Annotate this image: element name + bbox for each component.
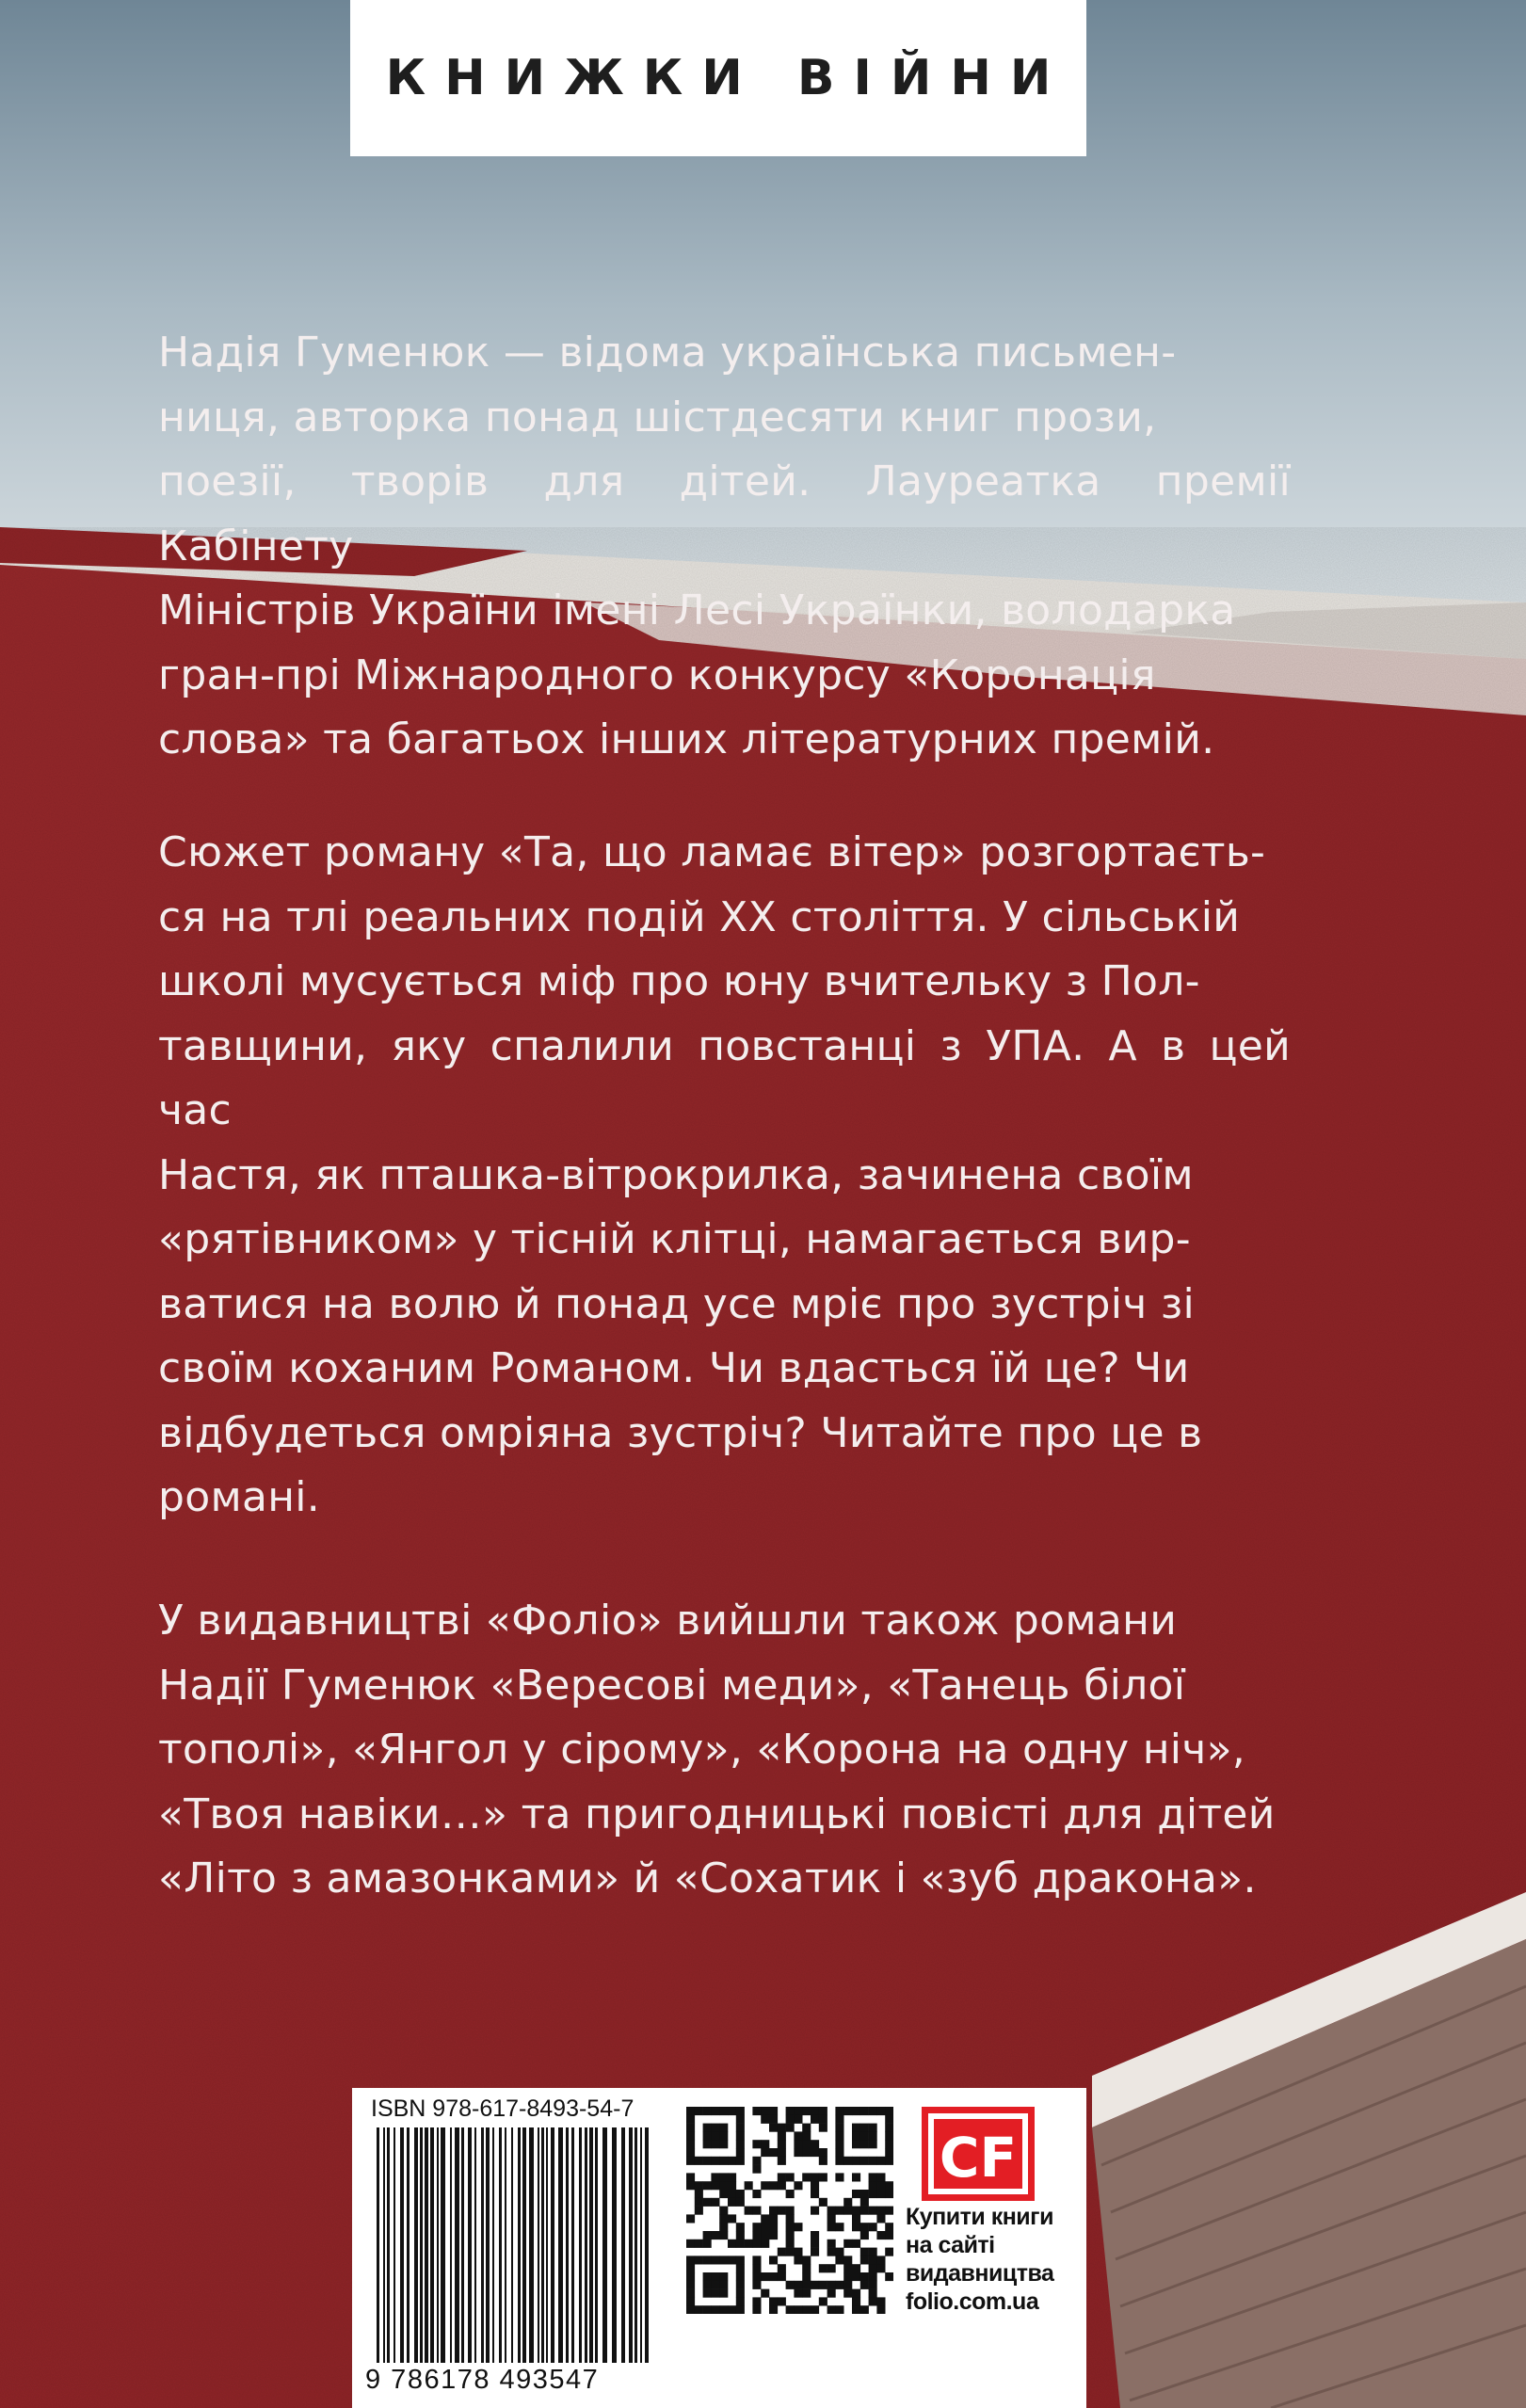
isbn-digits: 9 786178 493547 [365,2365,600,2395]
publisher-logo-text: CF [939,2126,1018,2190]
plot-summary-paragraph: Сюжет роману «Та, що ламає вітер» розгортаєть- ся на тлі реальних подій XX століття. У сільській школі мусується міф про юну вчительку з Пол- тавщини, яку спалили повстанці з УПА. А в цей час Настя, як пташка-вітрокрилка, зачинена своїм «рятівником» у тісній клітці, намагається вир- ватися на волю й понад усе мріє про зустріч зі своїм коханим Романом. Чи вдасться їй це? Чи відбудеться омріяна зустріч? Читайте про це в романі. [158,828,1291,1521]
other-works-paragraph: У видавництві «Фоліо» вийшли також романи Надії Гуменюк «Вересові меди», «Танець білої тополі», «Янгол у сірому», «Корона на одну ніч», «Твоя навіки…» та пригодницькі повісті для дітей «Літо з амазонками» й «Сохатик і «зуб дракона». [158,1597,1276,1902]
barcode-icon [373,2127,655,2363]
publisher-logo [922,2107,1035,2201]
series-banner [350,0,1086,156]
isbn-label: ISBN 978-617-8493-54-7 [371,2095,634,2122]
isbn-panel [352,2088,1086,2408]
qr-code-icon[interactable] [686,2107,893,2314]
author-bio-paragraph: Надія Гуменюк — відома українська письмен- ниця, авторка понад шістдесяти книг прози, поезії, творів для дітей. Лауреатка премії Кабінету Міністрів України імені Лесі Українки, володарка гран-прі Міжнародного конкурсу «Коронація слова» та багатьох інших літературних премій. [158,329,1291,763]
series-title: КНИЖКИ ВІЙНИ [385,50,1070,106]
publisher-buy-text: Купити книги на сайті видавництва folio.com.ua [906,2204,1054,2315]
